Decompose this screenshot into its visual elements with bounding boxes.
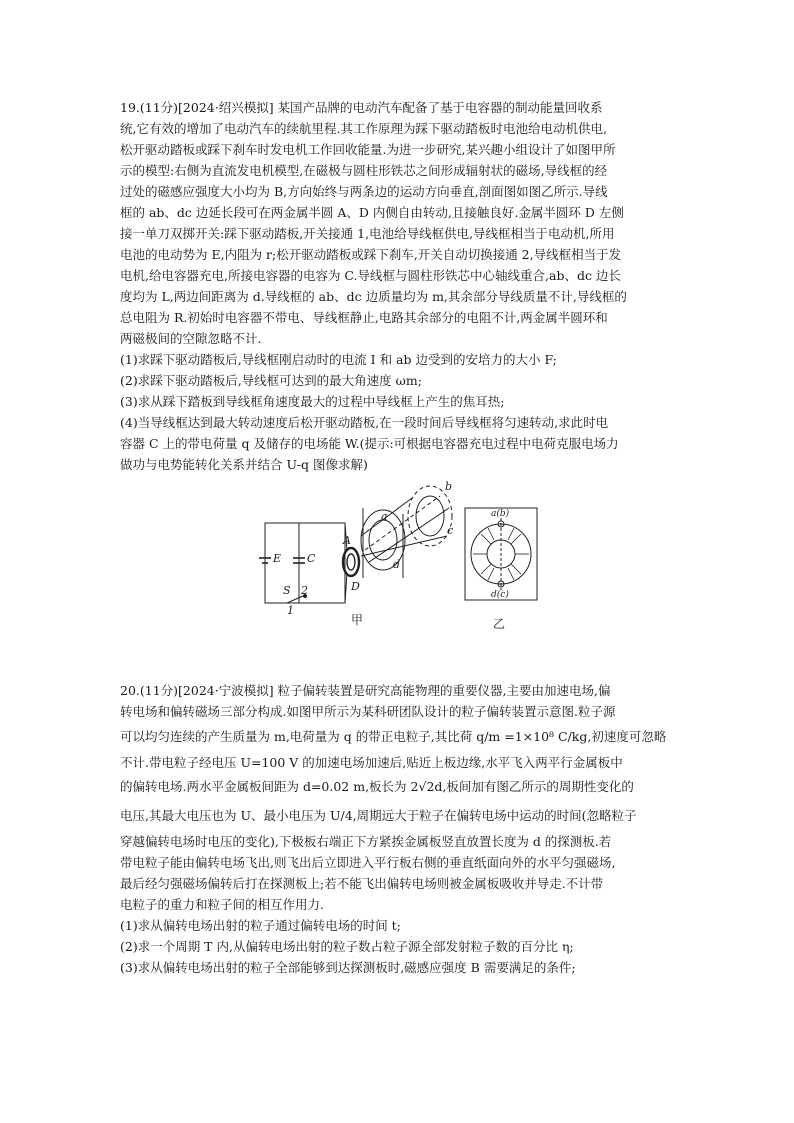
q19-stem-line: 示的模型:右侧为直流发电机模型,在磁极与圆柱形铁芯之间形成辐射状的磁场,导线框的经 — [120, 163, 608, 178]
figure-label-yi: 乙 — [493, 617, 506, 631]
q19-stem-line: 接一单刀双掷开关:踩下驱动踏板,开关接通 1,电池给导线框供电,导线框相当于电动机,所用 — [120, 226, 615, 241]
q19-subquestion-1: (1)求踩下驱动踏板后,导线框刚启动时的电流 I 和 ab 边受到的安培力的大小 F; — [120, 352, 557, 367]
switch-icon — [287, 596, 303, 603]
q19-stem-line: 框的 ab、dc 边延长段可在两金属半圆 A、D 内侧自由转动,且接触良好.金属半圆环 D 左侧 — [120, 205, 624, 220]
q19-subquestion-4: (4)当导线框达到最大转动速度后松开驱动踏板,在一段时间后导线框将匀速转动,求此时电 — [120, 415, 609, 430]
question-20 — [120, 680, 676, 978]
q19-subquestion-3: (3)求从踩下踏板到导线框角速度最大的过程中导线框上产生的焦耳热; — [120, 394, 505, 409]
label-dc: d(c) — [491, 590, 509, 600]
q19-stem-line: 电池的电动势为 E,内阻为 r;松开驱动踏板或踩下刹车,开关自动切换接通 2,导线框相当于发 — [120, 247, 622, 262]
figure-label-jia: 甲 — [351, 613, 364, 627]
q20-subquestion-2: (2)求一个周期 T 内,从偏转电场出射的粒子数占粒子源全部发射粒子数的百分比 η; — [120, 939, 574, 954]
label-C: C — [307, 552, 316, 565]
q20-stem-line: 电压,其最大电压也为 U、最小电压为 U/4,周期远大于粒子在偏转电场中运动的时间(忽略粒子 — [120, 808, 637, 823]
q19-subquestion-4-cont: 做功与电势能转化关系并结合 U-q 图像求解) — [120, 457, 368, 472]
q20-stem-line: 转电场和偏转磁场三部分构成.如图甲所示为某科研团队设计的粒子偏转装置示意图.粒子源 — [120, 704, 616, 719]
label-2: 2 — [301, 584, 308, 597]
q19-stem-line: 总电阻为 R.初始时电容器不带电、导线框静止,电路其余部分的电阻不计,两金属半圆环和 — [120, 310, 608, 325]
q20-stem-line: 最后经匀强磁场偏转后打在探测板上;若不能飞出偏转电场则被金属板吸收并导走.不计带 — [120, 876, 604, 891]
q19-subquestion-4-cont: 容器 C 上的带电荷量 q 及储存的电场能 W.(提示:可根据电容器充电过程中电荷克服电场力 — [120, 436, 619, 451]
q20-subquestion-3: (3)求从偏转电场出射的粒子全部能够到达探测板时,磁感应强度 B 需要满足的条件; — [120, 960, 576, 975]
q20-stem-line: 带电粒子能由偏转电场飞出,则飞出后立即进入平行板右侧的垂直纸面向外的水平匀强磁场, — [120, 855, 616, 870]
label-E: E — [273, 552, 282, 565]
q20-stem-line: 穿越偏转电场时电压的变化),下极板右端正下方紧挨金属板竖直放置长度为 d 的探测板.若 — [120, 834, 612, 849]
q19-stem-line: 松开驱动踏板或踩下刹车时发电机工作回收能量.为进一步研究,某兴趣小组设计了如图甲所 — [120, 142, 616, 157]
question-19 — [120, 97, 676, 475]
q20-stem-line: 可以均匀连续的产生质量为 m,电荷量为 q 的带正电粒子,其比荷 q/m =1×10⁸ C/kg,初速度可忽略 — [120, 729, 667, 744]
label-ab: a(b) — [491, 509, 510, 519]
q20-stem-line: 的偏转电场.两水平金属板间距为 d=0.02 m,板长为 2√2d,板间加有图乙所示的周期性变化的 — [120, 779, 634, 794]
q19-stem-line: 度均为 L,两边间距离为 d.导线框的 ab、dc 边质量均为 m,其余部分导线质量不计,导线框的 — [120, 289, 627, 304]
label-D: D — [351, 580, 360, 593]
label-1: 1 — [287, 604, 294, 617]
q20-stem-line: 20.(11分)[2024·宁波模拟] 粒子偏转装置是研究高能物理的重要仪器,主要由加速电场,偏 — [120, 683, 611, 698]
q19-stem-line: 19.(11分)[2024·绍兴模拟] 某国产品牌的电动汽车配备了基于电容器的制动能量回收系 — [120, 100, 603, 115]
q19-figure — [255, 478, 555, 633]
q19-stem-line: 统,它有效的增加了电动汽车的续航里程.其工作原理为踩下驱动踏板时电池给电动机供电, — [120, 121, 607, 136]
q19-stem-line: 电机,给电容器充电,所接电容器的电容为 C.导线框与圆柱形铁芯中心轴线重合,ab、dc 边长 — [120, 268, 621, 283]
label-b: b — [445, 480, 453, 493]
q20-stem-line: 电粒子的重力和粒子间的相互作用力. — [120, 897, 324, 912]
q20-stem-line: 不计.带电粒子经电压 U=100 V 的加速电场加速后,贴近上板边缘,水平飞入两平行金属板中 — [120, 755, 623, 770]
label-a: a — [381, 510, 388, 523]
label-d: d — [393, 558, 401, 571]
q20-subquestion-1: (1)求从偏转电场出射的粒子通过偏转电场的时间 t; — [120, 918, 401, 933]
label-A: A — [343, 534, 351, 547]
label-S: S — [283, 584, 291, 597]
label-c: c — [447, 524, 454, 537]
q19-subquestion-2: (2)求踩下驱动踏板后,导线框可达到的最大角速度 ωm; — [120, 373, 422, 388]
q19-stem-line: 两磁极间的空隙忽略不计. — [120, 331, 262, 346]
q19-stem-line: 过处的磁感应强度大小均为 B,方向始终与两条边的运动方向垂直,剖面图如图乙所示.导线 — [120, 184, 608, 199]
